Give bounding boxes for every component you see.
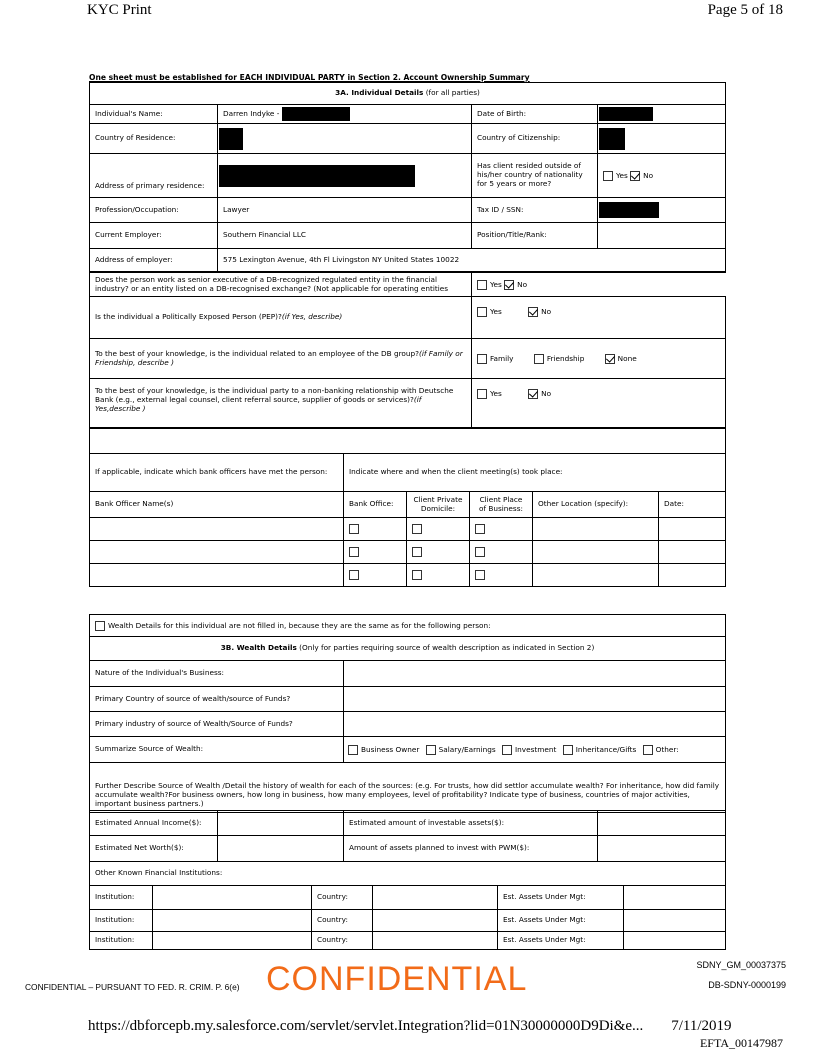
redaction	[599, 107, 653, 121]
checkbox[interactable]	[349, 547, 359, 557]
related-question: To the best of your knowledge, is the individual related to an employee of the DB group?(if Family or Friendship, describe )	[90, 339, 472, 379]
checkbox-checked[interactable]	[605, 354, 615, 364]
checkbox[interactable]	[603, 171, 613, 181]
position-value	[598, 223, 726, 249]
further-describe: Further Describe Source of Wealth /Detail the history of wealth for each of the sources: (e.g. For trusts, how did settlor accumulate wealth? For inheritance, how did family accumulate wealth?For business owners, how long in business, how many employees, level of profitability? Indicate type of business, countries of major activities, important business partners.)	[90, 763, 726, 813]
row-label: Estimated Net Worth($):	[90, 836, 218, 862]
col-date: Date:	[659, 492, 726, 518]
redaction	[599, 202, 659, 218]
institution-label: Institution:	[90, 910, 153, 932]
row-label: Profession/Occupation:	[90, 198, 218, 223]
checkbox[interactable]	[349, 524, 359, 534]
individual-details-table	[89, 82, 726, 272]
nonbank-answer: Yes No	[472, 379, 726, 429]
taxid-value	[598, 198, 726, 223]
citizenship-value	[598, 124, 726, 154]
row-label: Tax ID / SSN:	[472, 198, 598, 223]
checkbox[interactable]	[348, 745, 358, 755]
row-label: Date of Birth:	[472, 105, 598, 124]
col-office: Bank Office:	[344, 492, 407, 518]
profession-value: Lawyer	[218, 198, 472, 223]
row-label: Country of Citizenship:	[472, 124, 598, 154]
col-business: Client Place of Business:	[470, 492, 533, 518]
efta-id: EFTA_00147987	[699, 1036, 783, 1050]
checkbox[interactable]	[412, 547, 422, 557]
row-label: Nature of the Individual's Business:	[90, 661, 344, 687]
row-label: Address of primary residence:	[90, 154, 218, 198]
table-row	[90, 886, 726, 910]
wealth-details-table	[89, 614, 726, 813]
row-label: Individual's Name:	[90, 105, 218, 124]
checkbox-checked[interactable]	[630, 171, 640, 181]
print-title: KYC Print	[87, 2, 152, 18]
checkbox[interactable]	[412, 570, 422, 580]
checkbox[interactable]	[349, 570, 359, 580]
other-fi-label: Other Known Financial Institutions:	[90, 862, 726, 886]
table-row	[90, 932, 726, 950]
country-label: Country:	[312, 910, 373, 932]
table-row	[90, 564, 726, 587]
confidential-stamp: CONFIDENTIAL	[266, 960, 528, 998]
row-label: Estimated amount of investable assets($):	[344, 811, 598, 836]
checkbox[interactable]	[95, 621, 105, 631]
table-row	[90, 910, 726, 932]
col-officer: Bank Officer Name(s)	[90, 492, 344, 518]
redaction	[219, 165, 415, 187]
page-number: Page 5 of 18	[707, 2, 783, 18]
checkbox[interactable]	[412, 524, 422, 534]
row-label: Primary Country of source of wealth/source of Funds?	[90, 687, 344, 712]
checkbox-checked[interactable]	[504, 280, 514, 290]
spacer	[90, 428, 726, 454]
row-label: Estimated Annual Income($):	[90, 811, 218, 836]
checkbox[interactable]	[477, 307, 487, 317]
resided-question: Has client resided outside of his/her country of nationality for 5 years or more?	[472, 154, 598, 198]
row-label: Address of employer:	[90, 249, 218, 272]
senior-exec-answer: Yes No	[472, 273, 726, 297]
dob-value	[598, 105, 726, 124]
resided-answer: Yes No	[598, 154, 726, 198]
country-label: Country:	[312, 886, 373, 910]
checkbox[interactable]	[477, 280, 487, 290]
bates-id-2: DB-SDNY-0000199	[708, 980, 786, 990]
same-as-row: Wealth Details for this individual are not filled in, because they are the same as for the following person:	[90, 615, 726, 637]
col-other: Other Location (specify):	[533, 492, 659, 518]
redaction	[599, 128, 625, 150]
employer-value: Southern Financial LLC	[218, 223, 472, 249]
checkbox[interactable]	[475, 570, 485, 580]
individual-name: Darren Indyke -	[218, 105, 472, 124]
checkbox[interactable]	[477, 354, 487, 364]
wealth-source-options: Business Owner Salary/Earnings Investment Inheritance/Gifts Other:	[344, 737, 726, 763]
where-question: Indicate where and when the client meeting(s) took place:	[344, 454, 726, 492]
redaction	[282, 107, 350, 121]
related-answer: Family Friendship None	[472, 339, 726, 379]
print-url: https://dbforcepb.my.salesforce.com/servlet/servlet.Integration?lid=01N30000000D9Di&e... 7/11/2019	[88, 1018, 732, 1034]
checkbox[interactable]	[534, 354, 544, 364]
institutions-table	[89, 885, 726, 950]
screening-questions-table	[89, 272, 726, 429]
pep-question: Is the individual a Politically Exposed Person (PEP)?(if Yes, describe)	[90, 297, 472, 339]
est-assets-label: Est. Assets Under Mgt:	[498, 886, 624, 910]
row-label: Position/Title/Rank:	[472, 223, 598, 249]
pep-answer: Yes No	[472, 297, 726, 339]
officers-question: If applicable, indicate which bank officers have met the person:	[90, 454, 344, 492]
col-domicile: Client Private Domicile:	[407, 492, 470, 518]
redaction	[219, 128, 243, 150]
table-row	[90, 518, 726, 541]
row-label: Country of Residence:	[90, 124, 218, 154]
row-label: Primary industry of source of Wealth/Source of Funds?	[90, 712, 344, 737]
nonbank-question: To the best of your knowledge, is the individual party to a non-banking relationship with Deutsche Bank (e.g., external legal counsel, client referral source, supplier of goods or services)?(if Yes,describe )	[90, 379, 472, 429]
row-label: Current Employer:	[90, 223, 218, 249]
meeting-table	[89, 427, 726, 587]
est-assets-label: Est. Assets Under Mgt:	[498, 910, 624, 932]
country-label: Country:	[312, 932, 373, 950]
bates-id-1: SDNY_GM_00037375	[696, 960, 786, 970]
checkbox-checked[interactable]	[528, 307, 538, 317]
section-caption: One sheet must be established for EACH INDIVIDUAL PARTY in Section 2. Account Ownership Summary	[89, 73, 530, 82]
residence-value	[218, 124, 472, 154]
senior-exec-question: Does the person work as senior executive of a DB-recognized regulated entity in the financial industry? or an entity listed on a DB-recognised exchange? (Not applicable for operating entities	[90, 273, 472, 297]
confidential-notice: CONFIDENTIAL – PURSUANT TO FED. R. CRIM. P. 6(e)	[25, 982, 240, 992]
checkbox[interactable]	[426, 745, 436, 755]
row-label: Amount of assets planned to invest with PWM($):	[344, 836, 598, 862]
checkbox[interactable]	[643, 745, 653, 755]
print-date: 7/11/2019	[671, 1018, 732, 1034]
table-row	[90, 541, 726, 564]
checkbox[interactable]	[477, 389, 487, 399]
institution-label: Institution:	[90, 932, 153, 950]
row-label: Summarize Source of Wealth:	[90, 737, 344, 763]
section-3b-title: 3B. Wealth Details (Only for parties requiring source of wealth description as indicated in Section 2)	[90, 637, 726, 661]
institution-label: Institution:	[90, 886, 153, 910]
checkbox[interactable]	[563, 745, 573, 755]
assets-table	[89, 810, 726, 886]
est-assets-label: Est. Assets Under Mgt:	[498, 932, 624, 950]
employer-address-value: 575 Lexington Avenue, 4th Fl Livingston NY United States 10022	[218, 249, 726, 272]
checkbox[interactable]	[475, 547, 485, 557]
checkbox[interactable]	[502, 745, 512, 755]
address-value	[218, 154, 472, 198]
checkbox-checked[interactable]	[528, 389, 538, 399]
checkbox[interactable]	[475, 524, 485, 534]
section-3a-title: 3A. Individual Details (for all parties)	[90, 83, 726, 105]
